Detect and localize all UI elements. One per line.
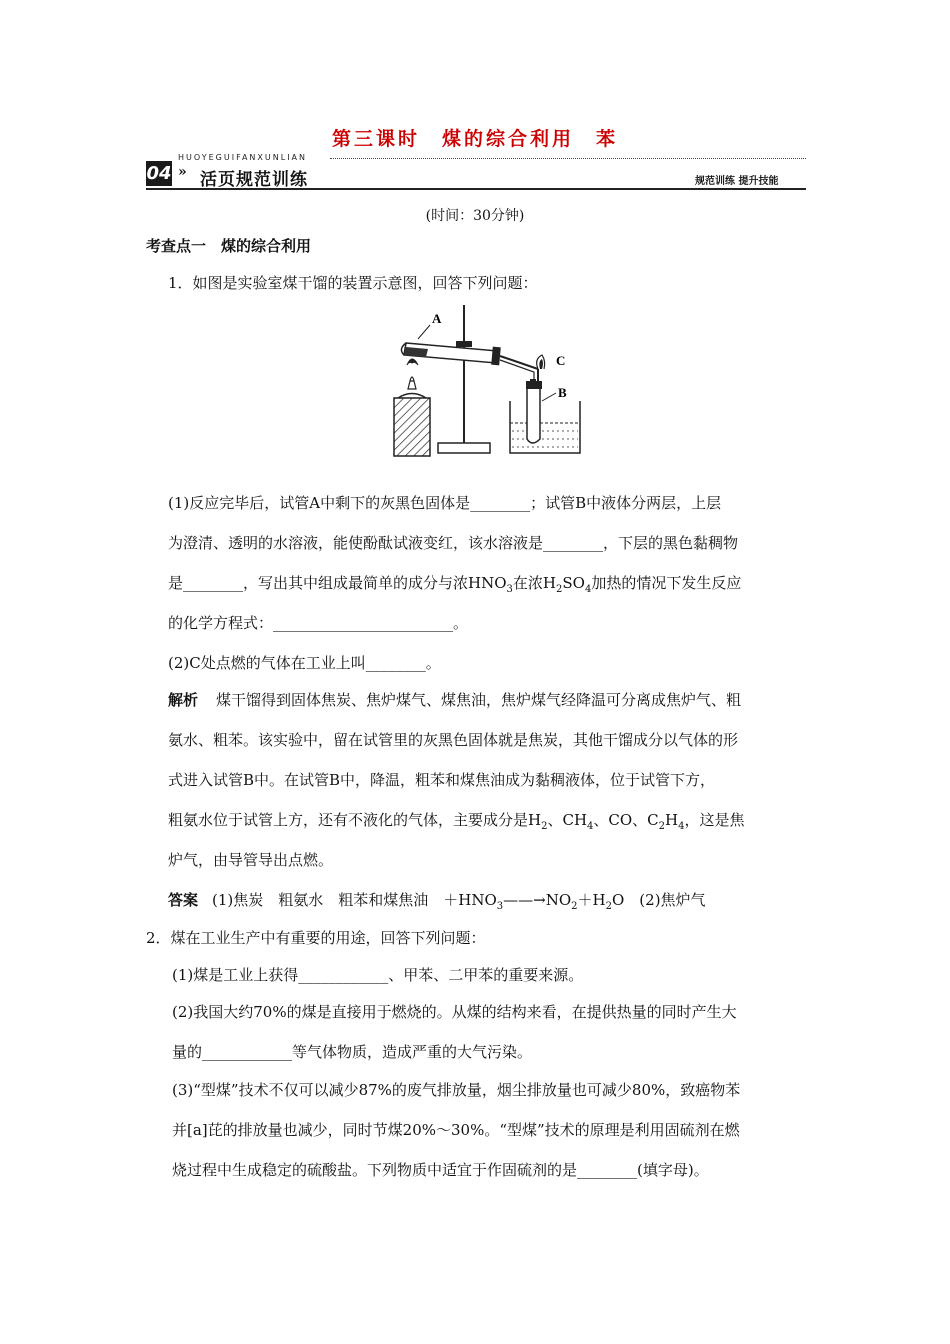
time-limit: (时间：30分钟) — [425, 208, 525, 224]
figure-label-c: C — [556, 353, 566, 368]
analysis-label: 解析 — [168, 691, 199, 709]
q1-part2: (2)C处点燃的气体在工业上叫________。 — [168, 654, 441, 672]
q1-analysis-line2: 氨水、粗苯。该实验中，留在试管里的灰黑色固体就是焦炭，其他干馏成分以气体的形 — [168, 731, 739, 749]
coal-distillation-apparatus-figure — [388, 303, 588, 463]
q1-answer: 答案 (1)焦炭 粗氨水 粗苯和煤焦油 $+HNO_3——\to NO_2+H_2O$ (2)焦炉气 — [168, 891, 706, 912]
q1-part1-line3: 是________，写出其中组成最简单的成分与浓$HNO_3$在浓$H_2SO_4$加热的情况下发生反应 — [168, 574, 742, 595]
answer-label: 答案 — [168, 891, 199, 909]
header-section-name: 活页规范训练 — [200, 170, 308, 190]
q1-stem: 1．如图是实验室煤干馏的装置示意图，回答下列问题： — [168, 274, 538, 292]
page-title: 第三课时 煤的综合利用 苯 — [331, 128, 618, 150]
header-rule — [146, 188, 806, 190]
q2-part1: (1)煤是工业上获得____________、甲苯、二甲苯的重要来源。 — [172, 966, 584, 984]
figure-label-b: B — [558, 385, 567, 400]
header-arrow-icon: » — [178, 164, 187, 180]
q2-part2-line2: 量的____________等气体物质，造成严重的大气污染。 — [172, 1043, 533, 1061]
header-number-badge: 04 — [146, 163, 172, 184]
q2-part3-line3: 烧过程中生成稳定的硫酸盐。下列物质中适宜于作固硫剂的是________(填字母)。 — [172, 1161, 709, 1179]
q1-part1-line2: 为澄清、透明的水溶液，能使酚酞试液变红，该水溶液是________，下层的黑色黏稠物 — [168, 534, 739, 552]
q2-part3-line1: (3)“型煤”技术不仅可以减少87%的废气排放量，烟尘排放量也可减少80%，致癌物苯 — [172, 1081, 741, 1099]
header-dotted-rule — [330, 158, 806, 159]
section-heading: 考查点一 煤的综合利用 — [146, 237, 312, 255]
q1-analysis-line3: 式进入试管B中。在试管B中，降温，粗苯和煤焦油成为黏稠液体，位于试管下方， — [168, 771, 716, 789]
q1-analysis-line4: 粗氨水位于试管上方，还有不液化的气体，主要成分是$H_2$、$CH_4$、CO、$C_2H_4$，这是焦 — [168, 811, 745, 832]
q2-part2-line1: (2)我国大约70%的煤是直接用于燃烧的。从煤的结构来看，在提供热量的同时产生大 — [172, 1003, 737, 1021]
q2-stem: 2．煤在工业生产中有重要的用途，回答下列问题： — [146, 929, 486, 947]
q1-analysis-line1: 解析 煤干馏得到固体焦炭、焦炉煤气、煤焦油，焦炉煤气经降温可分离成焦炉气、粗 — [168, 691, 742, 709]
figure-label-a: A — [432, 311, 442, 326]
q2-part3-line2: 并[a]芘的排放量也减少，同时节煤20%～30%。“型煤”技术的原理是利用固硫剂在燃 — [172, 1121, 740, 1139]
q1-analysis-line5: 炉气，由导管导出点燃。 — [168, 851, 334, 869]
header-pinyin: HUOYEGUIFANXUNLIAN — [178, 153, 308, 162]
q1-part1-line1: (1)反应完毕后，试管A中剩下的灰黑色固体是________；试管B中液体分两层，上层 — [168, 494, 722, 512]
q1-part1-line4: 的化学方程式：________________________。 — [168, 614, 469, 632]
header-tagline: 规范训练 提升技能 — [695, 176, 779, 187]
